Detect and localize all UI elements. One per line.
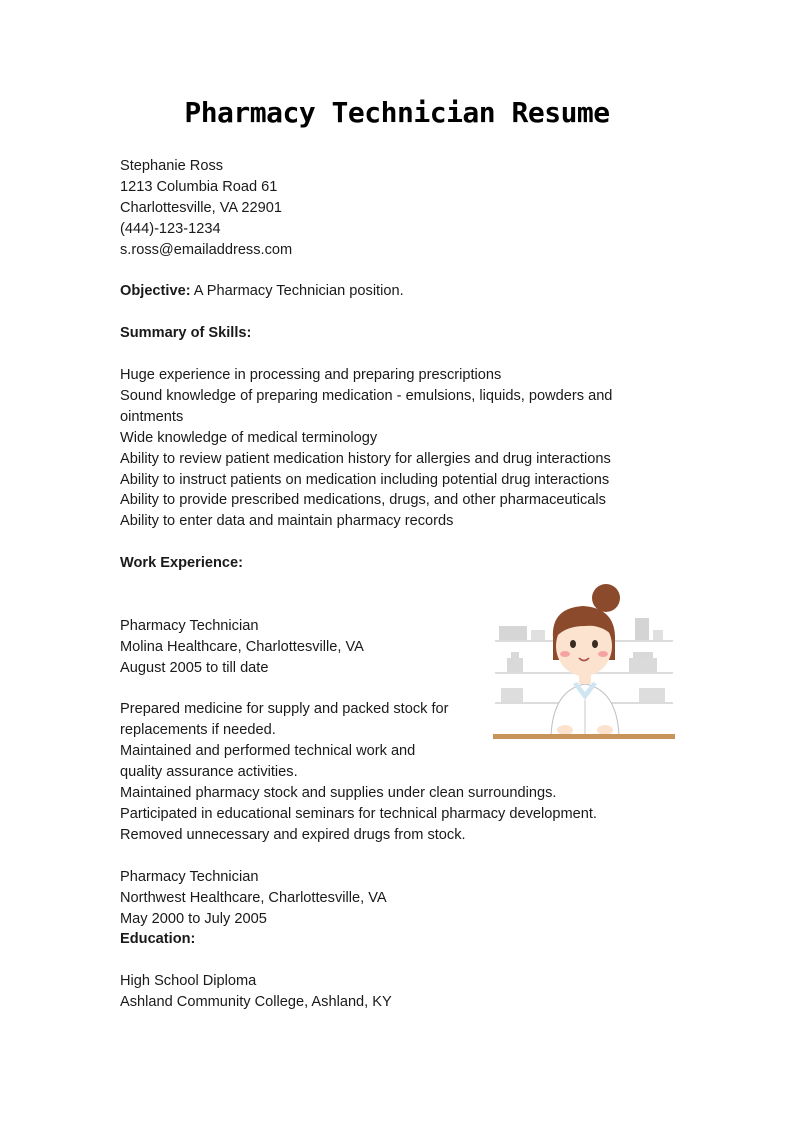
counter [493, 734, 675, 739]
job-dates: August 2005 to till date [120, 659, 269, 676]
skill-item: Ability to review patient medication history for allergies and drug interactions [120, 450, 611, 467]
job-duty: Maintained pharmacy stock and supplies under clean surroundings. [120, 785, 557, 802]
contact-phone: (444)-123-1234 [120, 220, 221, 237]
objective-text: A Pharmacy Technician position. [190, 283, 404, 300]
job-duty: Maintained and performed technical work and quality assurance activities. [120, 743, 416, 781]
job-title: Pharmacy Technician [120, 868, 259, 885]
page-title: Pharmacy Technician Resume [184, 96, 610, 129]
skill-item: Wide knowledge of medical terminology [120, 429, 378, 446]
pharmacist-figure [551, 584, 620, 736]
skill-item: Sound knowledge of preparing medication - emulsions, liquids, powders and ointments [120, 387, 613, 425]
skill-item: Ability to instruct patients on medication including potential drug interactions [120, 471, 610, 488]
skill-item: Huge experience in processing and preparing prescriptions [120, 367, 502, 384]
contact-address-line1: 1213 Columbia Road 61 [120, 178, 278, 195]
education-school: Ashland Community College, Ashland, KY [120, 994, 392, 1011]
job-duty: Participated in educational seminars for technical pharmacy development. [120, 805, 597, 822]
education-degree: High School Diploma [120, 973, 257, 990]
job-employer: Molina Healthcare, Charlottesville, VA [120, 638, 364, 655]
contact-email: s.ross@emailaddress.com [120, 241, 293, 258]
job-title: Pharmacy Technician [120, 617, 259, 634]
skills-heading: Summary of Skills: [120, 325, 252, 342]
job-employer: Northwest Healthcare, Charlottesville, VA [120, 889, 387, 906]
job-dates: May 2000 to July 2005 [120, 910, 267, 927]
objective [120, 281, 680, 302]
work-heading: Work Experience: [120, 555, 244, 572]
contact-name: Stephanie Ross [120, 158, 224, 174]
objective-label: Objective: [120, 283, 191, 300]
pharmacist-illustration-icon [493, 578, 675, 744]
job-duty: Removed unnecessary and expired drugs from stock. [120, 826, 466, 843]
skill-item: Ability to enter data and maintain pharmacy records [120, 513, 454, 530]
education-heading: Education: [120, 931, 196, 948]
skill-item: Ability to provide prescribed medications, drugs, and other pharmaceuticals [120, 492, 606, 509]
job-duty: Prepared medicine for supply and packed stock for replacements if needed. [120, 701, 449, 739]
contact-address-line2: Charlottesville, VA 22901 [120, 199, 282, 216]
